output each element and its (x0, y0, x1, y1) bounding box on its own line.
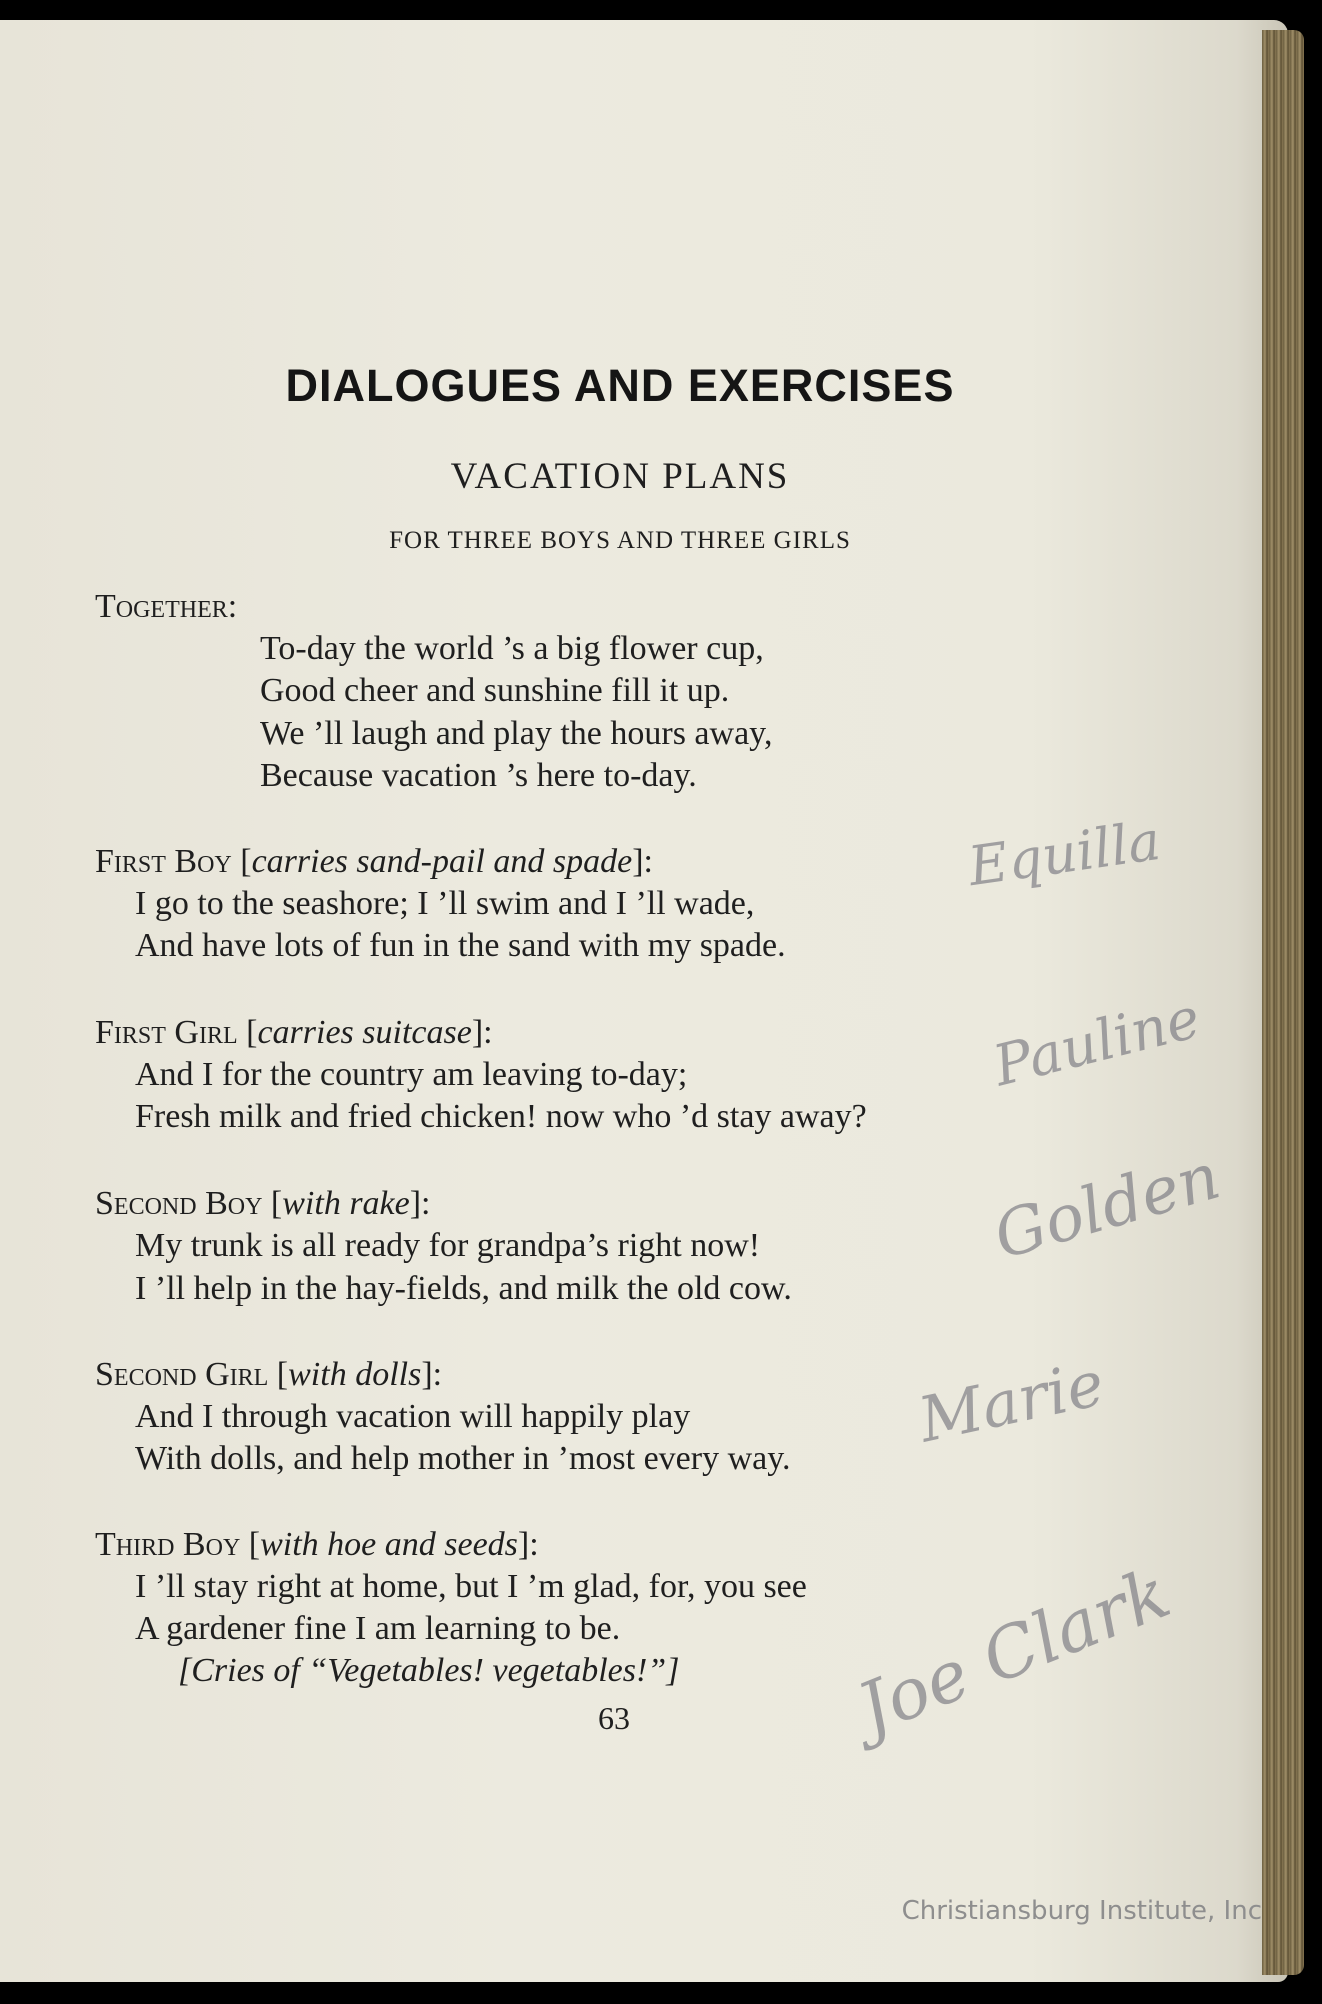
speaker-name: Second Girl (95, 1356, 269, 1393)
stage-direction: with rake (282, 1185, 410, 1222)
handwritten-signature: Golden (986, 1139, 1228, 1275)
verse-line: A gardener fine I am learning to be. (135, 1610, 621, 1647)
speaker-first-girl: First Girl [carries suitcase]: (95, 1014, 493, 1051)
section-subtitle: FOR THREE BOYS AND THREE GIRLS (389, 527, 851, 554)
speaker-name: Second Boy (95, 1185, 263, 1222)
page-title: DIALOGUES AND EXERCISES (285, 360, 955, 411)
verse-line: With dolls, and help mother in ’most every way. (135, 1440, 791, 1477)
page-number: 63 (598, 1700, 630, 1736)
stage-cries: [Cries of “Vegetables! vegetables!”] (178, 1652, 680, 1689)
verse-line: And I for the country am leaving to-day; (135, 1056, 688, 1093)
section-title: VACATION PLANS (450, 456, 790, 497)
verse-line: Fresh milk and fried chicken! now who ’d stay away? (135, 1098, 867, 1135)
speaker-together: Together: (95, 588, 238, 625)
verse-line: To-day the world ’s a big flower cup, (260, 630, 764, 667)
verse-line: Good cheer and sunshine fill it up. (260, 672, 730, 709)
speaker-name: First Girl (95, 1014, 238, 1051)
verse-line: And I through vacation will happily play (135, 1398, 691, 1435)
handwritten-signature: Equilla (964, 808, 1165, 899)
speaker-second-boy: Second Boy [with rake]: (95, 1185, 431, 1222)
speaker-name: Third Boy (95, 1526, 241, 1563)
stage-cries-text: Cries of “Vegetables! vegetables!” (191, 1652, 667, 1689)
handwritten-signature: Marie (912, 1346, 1111, 1457)
speaker-name: Together (95, 588, 228, 625)
verse-line: We ’ll laugh and play the hours away, (260, 715, 773, 752)
stage-direction: with dolls (288, 1356, 422, 1393)
speaker-second-girl: Second Girl [with dolls]: (95, 1356, 443, 1393)
speaker-third-boy: Third Boy [with hoe and seeds]: (95, 1526, 539, 1563)
handwritten-signature: Pauline (987, 985, 1207, 1100)
verse-line: I ’ll help in the hay-fields, and milk the old cow. (135, 1270, 792, 1307)
handwritten-signature: Joe Clark (846, 1551, 1181, 1751)
verse-line: I ’ll stay right at home, but I ’m glad, for, you see (135, 1568, 807, 1605)
verse-line: I go to the seashore; I ’ll swim and I ’ll wade, (135, 885, 755, 922)
stage-direction: carries sand-pail and spade (251, 843, 633, 880)
speaker-name: First Boy (95, 843, 232, 880)
verse-line: Because vacation ’s here to-day. (260, 757, 697, 794)
watermark: Christiansburg Institute, Inc (901, 1896, 1262, 1926)
stage-direction: carries suitcase (257, 1014, 472, 1051)
verse-line: My trunk is all ready for grandpa’s right now! (135, 1227, 761, 1264)
page-edges (1262, 30, 1304, 1975)
verse-line: And have lots of fun in the sand with my spade. (135, 927, 786, 964)
speaker-first-boy: First Boy [carries sand-pail and spade]: (95, 843, 653, 880)
stage-direction: with hoe and seeds (260, 1526, 518, 1563)
